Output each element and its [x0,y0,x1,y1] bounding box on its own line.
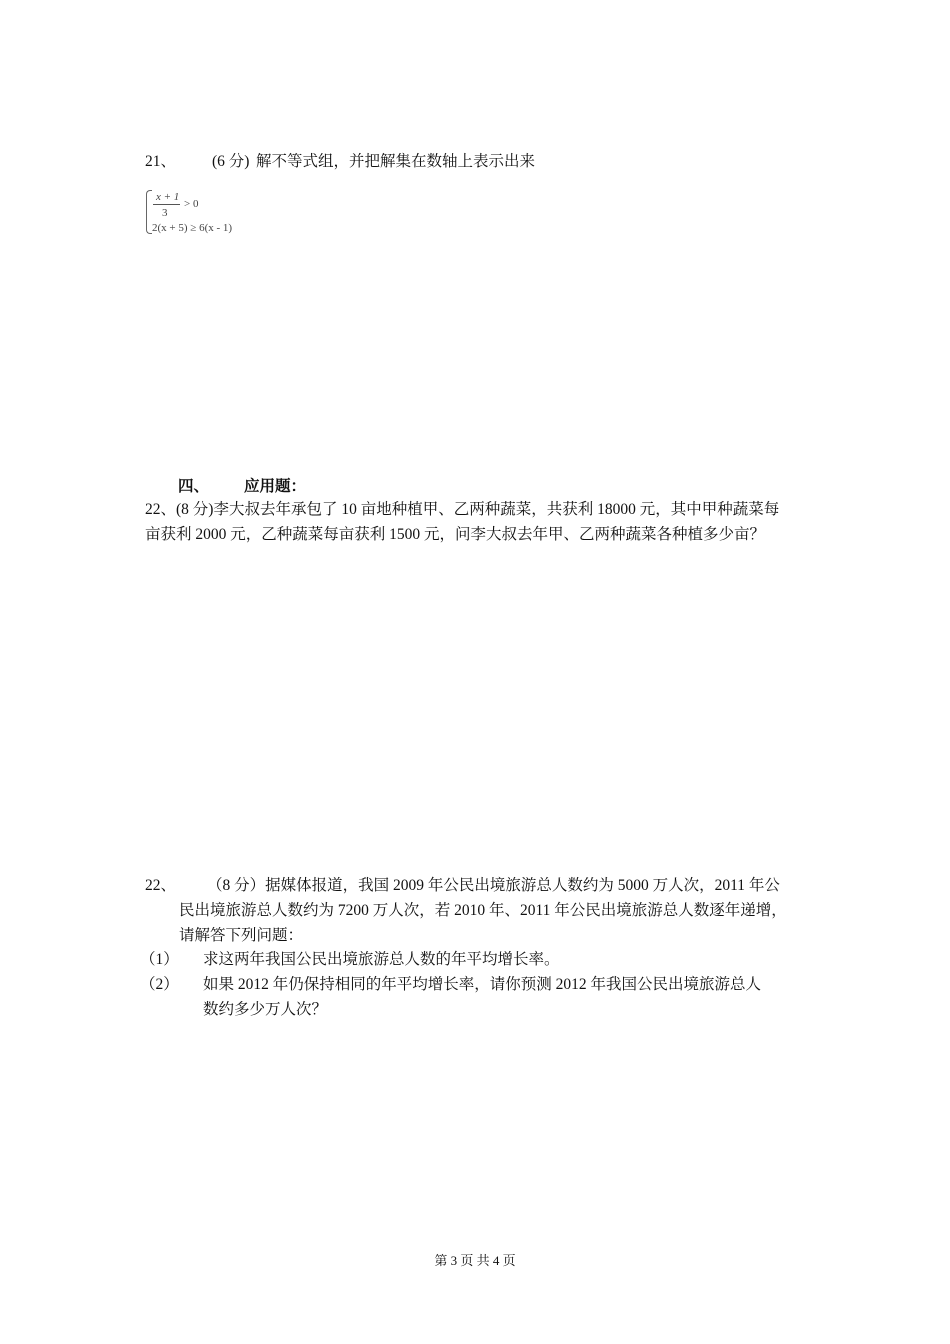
section-title: 应用题： [244,478,307,495]
fraction-bar [153,204,180,205]
inequality-1-rhs: > 0 [184,198,199,210]
q22b-number: 22、 [145,877,177,894]
q22b-sub2-line-2: 数约多少万人次？ [203,1001,328,1018]
section-number: 四、 [178,478,210,495]
fraction-denominator: 3 [162,207,168,219]
q22b-sub2-label: （2） [140,976,179,993]
q22b-line-1: （8 分）据媒体报道，我国 2009 年公民出境旅游总人数约为 5000 万人次，2011 年公 [207,877,780,894]
q22b-sub1-label: （1） [140,951,179,968]
q21-number: 21、 [145,153,177,170]
fraction-numerator: x + 1 [156,191,180,203]
q21-text: 解不等式组，并把解集在数轴上表示出来 [256,153,536,170]
q22b-line-3: 请解答下列问题： [179,927,304,944]
q22b-sub1-text: 求这两年我国公民出境旅游总人数的年平均增长率。 [203,951,560,968]
q21-points: (6 分) [212,153,250,170]
q22b-sub2-line-1: 如果 2012 年仍保持相同的年平均增长率，请你预测 2012 年我国公民出境旅游总人 [203,976,762,993]
inequality-2: 2(x + 5) ≥ 6(x - 1) [152,222,233,234]
q22b-line-2: 民出境旅游总人数约为 7200 万人次，若 2010 年、2011 年公民出境旅游总人数逐年递增， [179,902,787,919]
page-footer: 第 3 页 共 4 页 [434,1253,516,1268]
q22a-line-2: 亩获利 2000 元，乙种蔬菜每亩获利 1500 元，问李大叔去年甲、乙两种蔬菜各种植多少亩？ [145,526,766,543]
q22a-line-1: 22、(8 分)李大叔去年承包了 10 亩地种植甲、乙两种蔬菜，共获利 18000 元，其中甲种蔬菜每 [145,501,780,518]
